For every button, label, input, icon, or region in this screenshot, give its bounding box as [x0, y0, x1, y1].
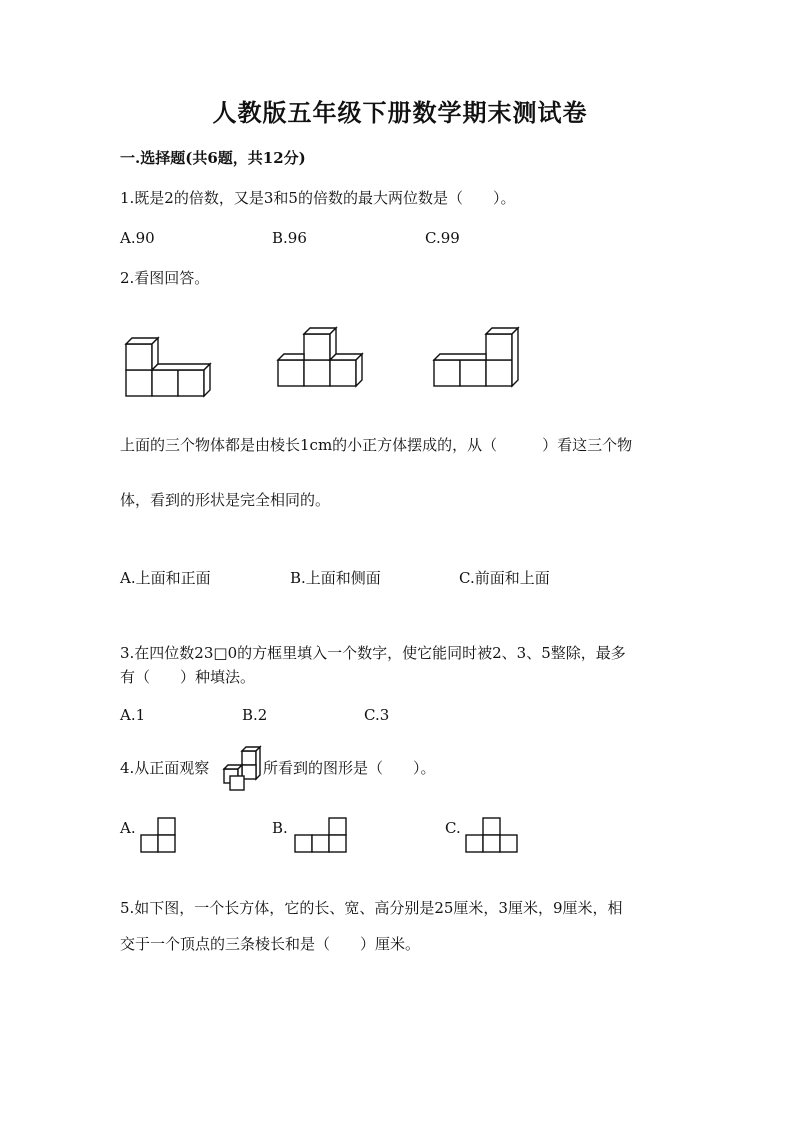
- question-5-line2: 交于一个顶点的三条棱长和是（ ）厘米。: [120, 935, 421, 953]
- q1-option-b: B.96: [272, 229, 307, 247]
- question-2-text-line2: 体，看到的形状是完全相同的。: [120, 491, 331, 509]
- cube-figure-1: [120, 320, 220, 395]
- question-4-stem-a: 4.从正面观察: [120, 759, 210, 777]
- q1-option-a: A.90: [120, 229, 155, 247]
- question-4-stem-b: 所看到的图形是（ ）。: [263, 759, 436, 777]
- section-heading: 一.选择题(共6题，共12分): [120, 149, 306, 167]
- question-3-line2: 有（ ）种填法。: [120, 668, 256, 686]
- question-3-line1: 3.在四位数23□0的方框里填入一个数字，使它能同时被2、3、5整除，最多: [120, 644, 626, 662]
- q4-option-b: B.: [272, 819, 288, 837]
- q4-option-a: A.: [120, 819, 136, 837]
- question-1-stem: 1.既是2的倍数，又是3和5的倍数的最大两位数是（ ）。: [120, 189, 516, 207]
- q4-option-c: C.: [445, 819, 461, 837]
- cube-figure-2: [272, 320, 372, 395]
- q3-option-c: C.3: [364, 706, 390, 724]
- option-c-shape: [465, 817, 521, 857]
- question-2-text-line1: 上面的三个物体都是由棱长1cm的小正方体摆成的，从（ ）看这三个物: [120, 436, 633, 454]
- q2-option-a: A.上面和正面: [120, 569, 211, 587]
- q2-option-c: C.前面和上面: [459, 569, 550, 587]
- q3-option-b: B.2: [242, 706, 268, 724]
- page-title: 人教版五年级下册数学期末测试卷: [212, 98, 588, 127]
- cube-figure-3: [428, 320, 528, 395]
- q2-option-b: B.上面和侧面: [290, 569, 381, 587]
- q3-option-a: A.1: [120, 706, 146, 724]
- q1-option-c: C.99: [425, 229, 460, 247]
- option-a-shape: [140, 817, 180, 857]
- option-b-shape: [294, 817, 350, 857]
- question-5-line1: 5.如下图，一个长方体，它的长、宽、高分别是25厘米，3厘米，9厘米，相: [120, 899, 623, 917]
- cube-stack-icon: [218, 743, 268, 793]
- question-2-stem: 2.看图回答。: [120, 269, 210, 287]
